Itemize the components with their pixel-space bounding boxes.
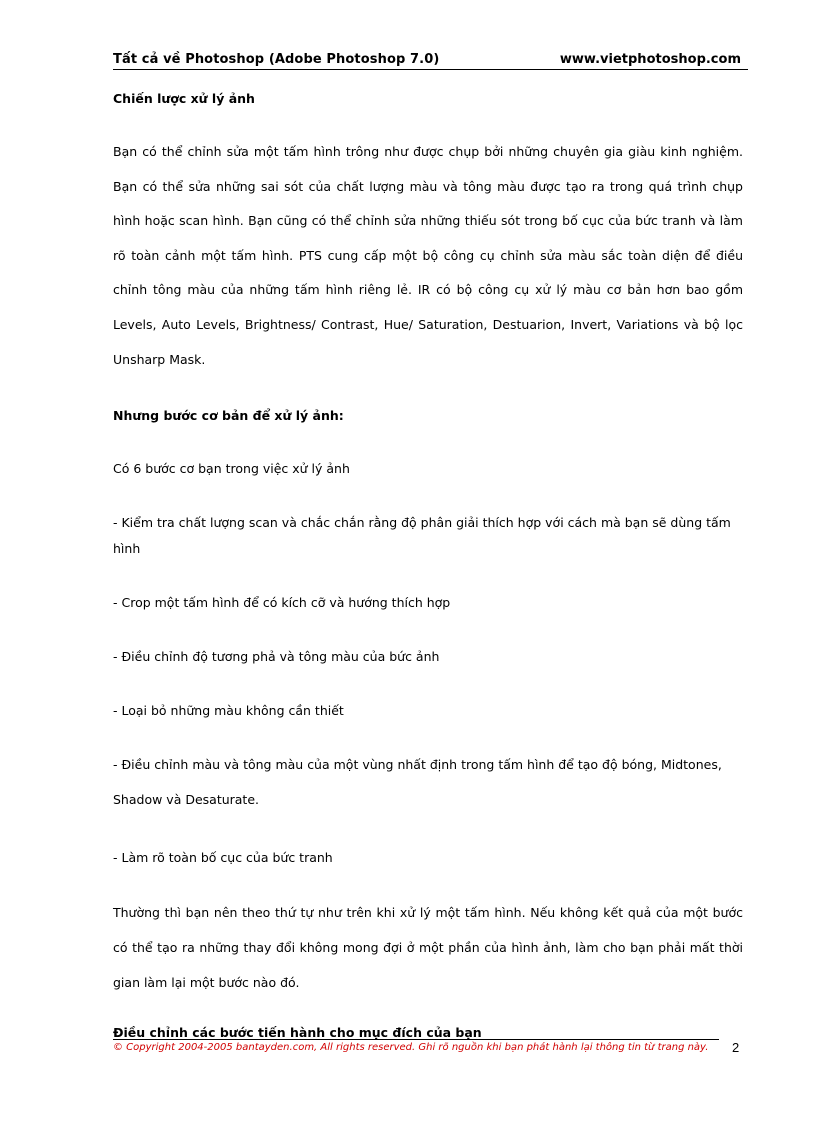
step-item-6: - Làm rõ toàn bố cục của bức tranh [113, 850, 333, 866]
steps-intro: Có 6 bước cơ bạn trong việc xử lý ảnh [113, 461, 350, 477]
footer-divider [113, 1039, 719, 1040]
intro-paragraph: Bạn có thể chỉnh sửa một tấm hình trông như được chụp bởi những chuyên gia giàu kinh nghiệm. Bạn có thể sửa những sai sót của chất lượng màu và tông màu được tạo ra trong quá trình chụp hình hoặc scan hình. Bạn cũng có thể chỉnh sửa những thiếu sót trong bố cục của bức tranh và làm rõ toàn cảnh một tấm hình. PTS cung cấp một bộ công cụ chỉnh sửa màu sắc toàn diện để điều chỉnh tông màu của những tấm hình riêng lẻ. IR có bộ công cụ xử lý màu cơ bản hơn bao gồm Levels, Auto Levels, Brightness/ Contrast, Hue/ Saturation, Destuarion, Invert, Variations và bộ lọc Unsharp Mask. [113, 144, 743, 367]
page-content [113, 86, 743, 1046]
step-item-1: - Kiểm tra chất lượng scan và chắc chắn rằng độ phân giải thích hợp với cách mà bạn sẽ dùng tấm hình [113, 515, 731, 557]
step-item-2: - Crop một tấm hình để có kích cỡ và hướng thích hợp [113, 595, 451, 611]
order-paragraph: Thường thì bạn nên theo thứ tự như trên khi xử lý một tấm hình. Nếu không kết quả của một bước có thể tạo ra những thay đổi không mong đợi ở một phần của hình ảnh, làm cho bạn phải mất thời gian làm lại một bước nào đó. [113, 905, 743, 991]
website-url: www.vietphotoshop.com [559, 52, 741, 67]
section-heading-basic-steps: Nhưng bước cơ bản để xử lý ảnh: [113, 408, 344, 424]
footer-copyright: © Copyright 2004-2005 bantayden.com, All rights reserved. Ghi rõ nguồn khi bạn phát hành lại thông tin từ trang này. [113, 1042, 709, 1053]
section-heading-strategy: Chiến lược xử lý ảnh [113, 91, 255, 106]
document-title: Tất cả về Photoshop (Adobe Photoshop 7.0) [113, 52, 440, 67]
page-header [113, 51, 748, 70]
step-item-3: - Điều chỉnh độ tương phả và tông màu của bức ảnh [113, 649, 440, 665]
section-heading-adjust-steps: Điều chỉnh các bước tiến hành cho mục đích của bạn [113, 1025, 482, 1041]
step-item-5: - Điều chỉnh màu và tông màu của một vùng nhất định trong tấm hình để tạo độ bóng, Midtones, Shadow và Desaturate. [113, 757, 722, 807]
step-item-4: - Loại bỏ những màu không cần thiết [113, 703, 344, 719]
page-number: 2 [732, 1040, 740, 1055]
